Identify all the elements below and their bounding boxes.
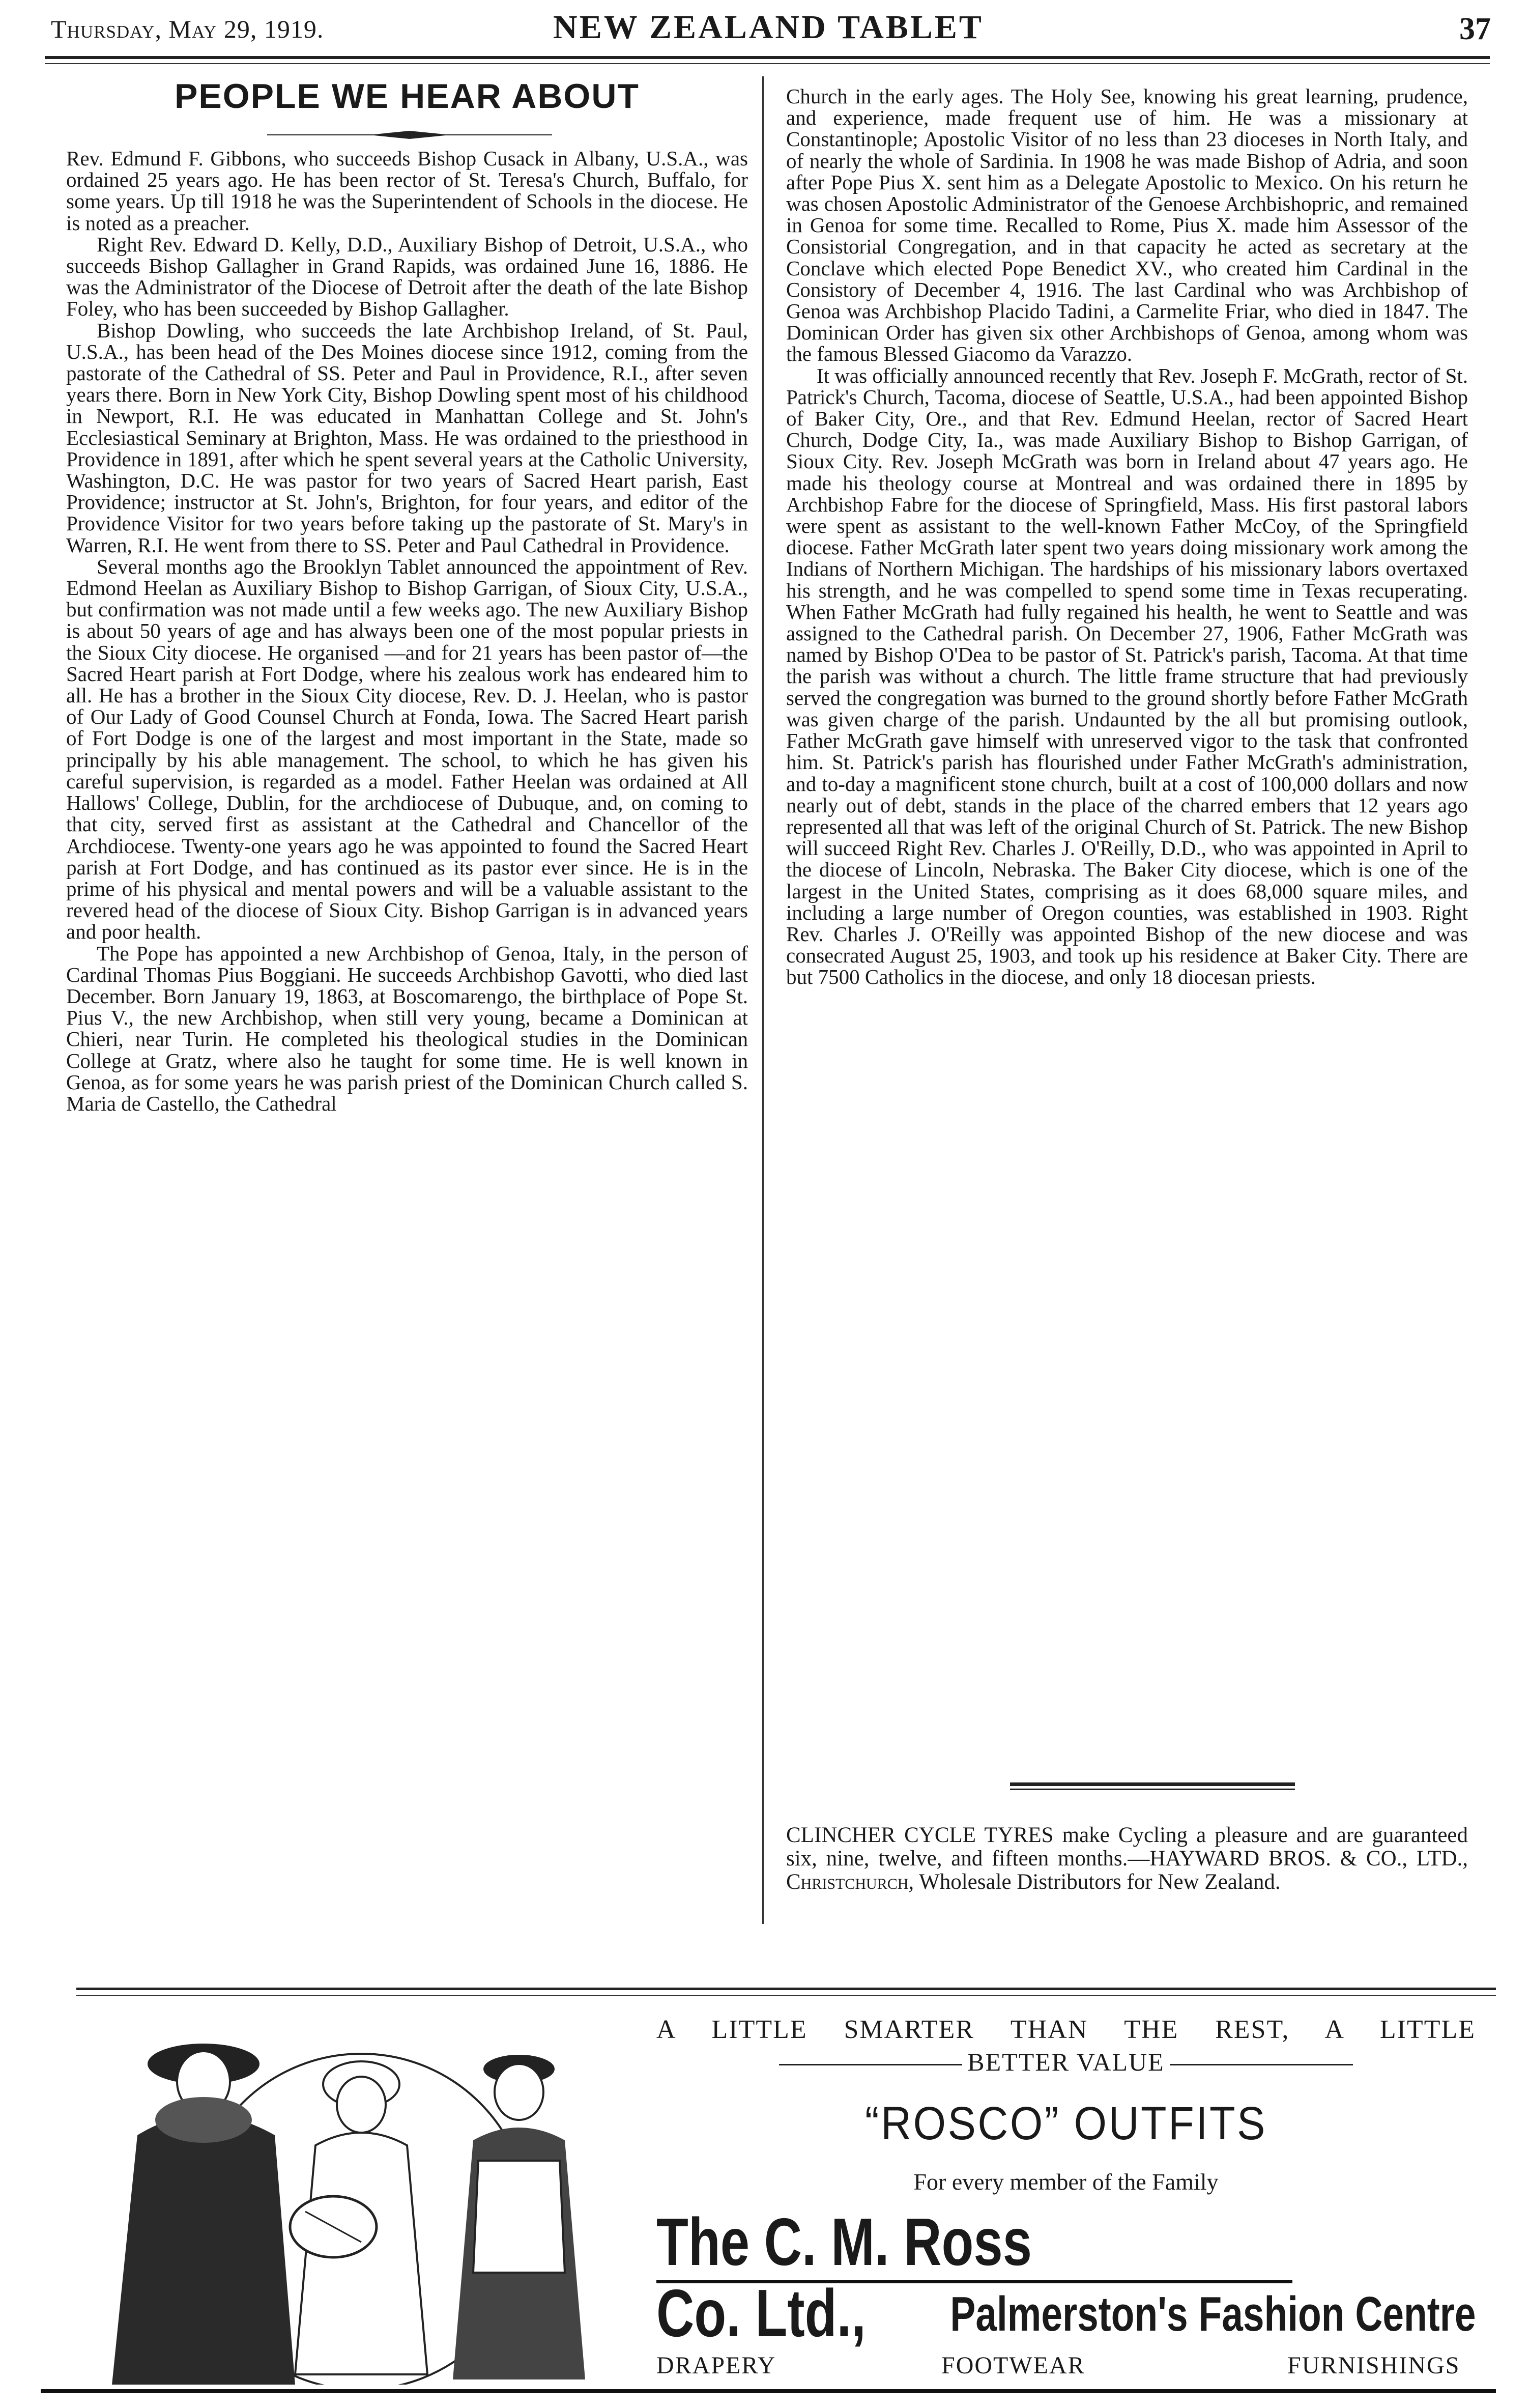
article-column-1 xyxy=(66,148,748,1114)
advert-departments xyxy=(656,2352,1476,2382)
dept-footwear: FOOTWEAR xyxy=(941,2352,1085,2379)
page-header xyxy=(41,7,1496,58)
advert-slogan-1: A LITTLE SMARTER THAN THE REST, A LITTLE xyxy=(656,2015,1476,2044)
column-divider xyxy=(762,76,764,1924)
ross-advert xyxy=(656,2005,1476,2387)
advert-company-rule xyxy=(656,2280,1292,2283)
advert-brand: “ROSCO” OUTFITS xyxy=(865,2098,1267,2149)
article-headline: PEOPLE WE HEAR ABOUT xyxy=(175,77,640,116)
column-end-ornament xyxy=(1010,1781,1295,1793)
page-number: 37 xyxy=(1459,12,1491,46)
advert-tagline: Palmerston's Fashion Centre xyxy=(949,2287,1476,2341)
headline-ornament xyxy=(267,130,552,140)
tyres-notice xyxy=(786,1824,1468,1894)
dept-drapery: DRAPERY xyxy=(656,2352,776,2379)
header-rule-thin xyxy=(45,63,1490,64)
header-rule xyxy=(45,56,1490,59)
paragraph: Right Rev. Edward D. Kelly, D.D., Auxiliary Bishop of Detroit, U.S.A., who succeeds Bishop Gallagher in Grand Rapids, was ordained June 16, 1886. He was the Administrator of the Diocese of Detroit after the death of the late Bishop Foley, who has been succeeded by Bishop Gallagher. xyxy=(66,232,748,321)
advert-slogan-2-text: BETTER VALUE xyxy=(967,2048,1165,2076)
paragraph: It was officially announced recently that Rev. Joseph F. McGrath, rector of St. Patrick's Church, Tacoma, diocese of Seattle, U.S.A., had been appointed Bishop of Baker City, Ore., and that Rev. Edmund Heelan, rector of Sacred Heart Church, Dodge City, Ia., was made Auxiliary Bishop to Bishop Garrigan, of Sioux City. Rev. Joseph McGrath was born in Ireland about 47 years ago. He made his theology course at Montreal and was ordained there in 1895 by Archbishop Fabre for the diocese of Springfield, Mass. His first pastoral labors were spent as assistant to the well-known Father McCoy, of the Springfield diocese. Father McGrath later spent two years doing missionary work among the Indians of Northern Michigan. The hardships of his missionary labors overtaxed his strength, and he was compelled to spend some time in Texas recuperating. When Father McGrath had fully regained his health, he went to Seattle and was assigned to the Cathedral parish. On December 27, 1906, Father McGrath was named by Bishop O'Dea to be pastor of St. Patrick's parish, Tacoma. At that time the parish was without a church. The little frame structure that had previously served the congregation was burned to the ground shortly before Father McGrath was given charge of the parish. Undaunted by the all but promising outlook, Father McGrath gave himself with unreserved vigor to the task that confronted him. St. Patrick's parish has flourished under Father McGrath's administration, and to-day a magnificent stone church, built at a cost of 100,000 dollars and now nearly out of debt, stands in the place of the charred embers that 12 years ago represented all that was left of the original Church of St. Patrick. The new Bishop will succeed Right Rev. Charles J. O'Reilly, D.D., who was appointed in April to the diocese of Lincoln, Nebraska. The Baker City diocese, which is one of the largest in the United States, comprising as it does 68,000 square miles, and including a large number of Oregon counties, was established in 1903. Right Rev. Charles J. O'Reilly was appointed Bishop of the new diocese and was consecrated August 25, 1903, and took up his residence at Baker City. There are but 7500 Catholics in the diocese, and only 18 diocesan priests. xyxy=(786,363,1468,989)
advert-slogan-2 xyxy=(656,2047,1476,2077)
fashion-illustration xyxy=(76,2008,631,2385)
paragraph: Rev. Edmund F. Gibbons, who succeeds Bishop Cusack in Albany, U.S.A., was ordained 25 years ago. He has been rector of St. Teresa's Church, Buffalo, for some years. Up till 1918 he was the Superintendent of Schools in the diocese. He is noted as a preacher. xyxy=(66,147,748,235)
notice-text: CLINCHER CYCLE TYRES make Cycling a pleasure and are guaranteed six, nine, twelve, and fifteen months.—HAYWARD BROS. & CO., LTD., xyxy=(786,1823,1468,1871)
paragraph: The Pope has appointed a new Archbishop of Genoa, Italy, in the person of Cardinal Thomas Pius Boggiani. He succeeds Archbishop Gavotti, who died last December. Born January 19, 1863, at Boscomarengo, the birthplace of Pope St. Pius V., the new Archbishop, when still very young, became a Dominican at Chieri, near Turin. He completed his theological studies in the Dominican College at Gratz, where also he taught for some time. He is well known in Genoa, as for some years he was parish priest of the Dominican Church called S. Maria de Castello, the Cathedral xyxy=(66,941,748,1115)
advert-bottom-rule xyxy=(41,2389,1496,2393)
advert-top-rule-thin xyxy=(76,1995,1496,1996)
publication-title: NEW ZEALAND TABLET xyxy=(553,9,984,46)
dept-furnishings: FURNISHINGS xyxy=(1287,2352,1460,2379)
paragraph: Bishop Dowling, who succeeds the late Archbishop Ireland, of St. Paul, U.S.A., has been head of the Des Moines diocese since 1912, coming from the pastorate of the Cathedral of SS. Peter and Paul in Providence, R.I., after seven years there. Born in New York City, Bishop Dowling spent most of his childhood in Newport, R.I. He was educated in Manhattan College and St. John's Ecclesiastical Seminary at Brighton, Mass. He was ordained to the priesthood in Providence in 1891, after which he spent several years at the Catholic University, Washington, D.C. He was pastor for two years of Sacred Heart parish, East Providence; instructor at St. John's, Brighton, for four years, and editor of the Providence Visitor for two years before taking up the pastorate of St. Mary's in Warren, R.I. He went from there to SS. Peter and Paul Cathedral in Providence. xyxy=(66,318,748,557)
advert-top-rule xyxy=(76,1988,1496,1990)
paragraph: Church in the early ages. The Holy See, knowing his great learning, prudence, and experience, made frequent use of him. He was a missionary at Constantinople; Apostolic Visitor of no less than 23 dioceses in North Italy, and of nearly the whole of Sardinia. In 1908 he was made Bishop of Adria, and soon after Pope Pius X. sent him as a Delegate Apostolic to Mexico. On his return he was chosen Apostolic Administrator of the Genoese Archbishopric, and remained in Genoa for some time. Recalled to Rome, Pius X. made him Assessor of the Consistorial Congregation, and in that capacity he acted as secretary at the Conclave which elected Pope Benedict XV., who created him Cardinal in the Consistory of December 4, 1916. The last Cardinal who was Archbishop of Genoa was Archbishop Placido Tadini, a Carmelite Friar, who died in 1847. The Dominican Order has given six other Archbishops of Genoa, among whom was the famous Blessed Giacomo da Varazzo. xyxy=(786,84,1468,366)
slogan-dash-left xyxy=(779,2064,962,2065)
advert-company: The C. M. Ross Co. Ltd., xyxy=(656,2204,1032,2350)
slogan-dash-right xyxy=(1170,2064,1353,2065)
advert-for-line: For every member of the Family xyxy=(913,2169,1219,2195)
notice-city: Christchurch, xyxy=(786,1870,914,1894)
paragraph: Several months ago the Brooklyn Tablet announced the appointment of Rev. Edmond Heelan as Auxiliary Bishop to Bishop Garrigan, of Sioux City, U.S.A., but confirmation was not made until a few weeks ago. The new Auxiliary Bishop is about 50 years of age and has always been one of the most popular priests in the Sioux City diocese. He organised —and for 21 years has been pastor of—the Sacred Heart parish at Fort Dodge, where his zealous work has endeared him to all. He has a brother in the Sioux City diocese, Rev. D. J. Heelan, who is pastor of Our Lady of Good Counsel Church at Fonda, Iowa. The Sacred Heart parish of Fort Dodge is one of the largest and most important in the State, made so principally by his able management. The school, to which he has given his careful supervision, is regarded as a model. Father Heelan was ordained at All Hallows' College, Dublin, for the archdiocese of Dubuque, and, on coming to that city, served first as assistant at the Cathedral and Chancellor of the Archdiocese. Twenty-one years ago he was appointed to found the Sacred Heart parish at Fort Dodge, and has continued as its pastor ever since. He is in the prime of his physical and mental powers and will be a valuable assistant to the revered head of the diocese of Sioux City. Bishop Garrigan is in advanced years and poor health. xyxy=(66,554,748,944)
article-column-2 xyxy=(786,86,1468,988)
notice-tail: Wholesale Distributors for New Zealand. xyxy=(919,1870,1281,1894)
issue-date: Thursday, May 29, 1919. xyxy=(51,15,324,43)
